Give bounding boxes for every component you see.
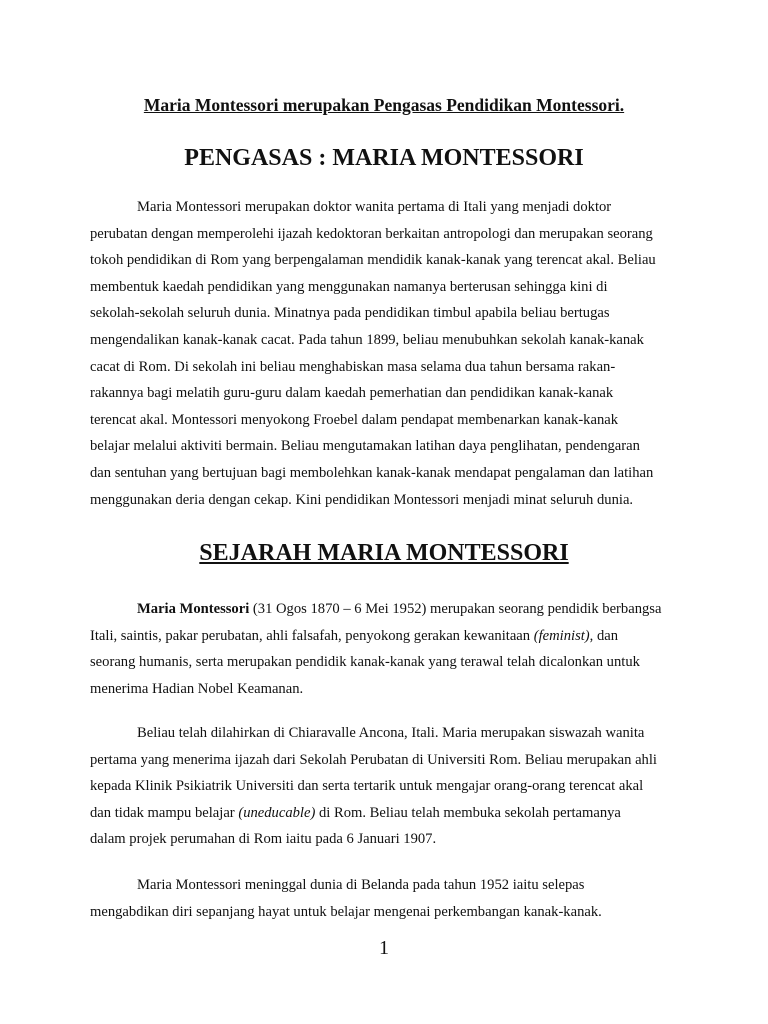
paragraph-line: menerima Hadian Nobel Keamanan. <box>90 680 304 697</box>
paragraph-line <box>90 623 690 650</box>
heading-sejarah: SEJARAH MARIA MONTESSORI <box>199 540 569 566</box>
paragraph-line <box>90 800 690 827</box>
paragraph-line: Maria Montessori merupakan doktor wanita pertama di Itali yang menjadi doktor <box>137 199 612 215</box>
paragraph-line: Maria Montessori meninggal dunia di Belanda pada tahun 1952 iaitu selepas <box>137 877 585 893</box>
paragraph-sejarah-2 <box>90 720 690 853</box>
document-title-line: Maria Montessori merupakan Pengasas Pendidikan Montessori. <box>143 95 625 115</box>
paragraph-line: menggunakan deria dengan cekap. Kini pendidikan Montessori menjadi minat seluruh dunia. <box>90 491 634 508</box>
page-number: 1 <box>379 937 389 959</box>
paragraph-line: terencat akal. Montessori menyokong Froebel dalam pendapat membenarkan kanak-kanak <box>90 411 619 428</box>
paragraph-line: mengendalikan kanak-kanak cacat. Pada tahun 1899, beliau menubuhkan sekolah kanak-kanak <box>90 331 644 348</box>
line-text: (31 Ogos 1870 – 6 Mei 1952) merupakan seorang pendidik berbangsa <box>249 601 662 617</box>
paragraph-line: seorang humanis, serta merupakan pendidik kanak-kanak yang terawal telah dicalonkan untuk <box>90 654 640 671</box>
paragraph-line <box>90 596 690 623</box>
name-bold: Maria Montessori <box>137 601 250 617</box>
paragraph-pengasas <box>90 194 690 513</box>
paragraph-line: mengabdikan diri sepanjang hayat untuk belajar mengenai perkembangan kanak-kanak. <box>90 903 602 920</box>
line-text: , dan <box>589 627 619 644</box>
italic-term: (uneducable) <box>238 804 316 821</box>
paragraph-line: sekolah-sekolah seluruh dunia. Minatnya pada pendidikan timbul apabila beliau bertugas <box>90 305 610 322</box>
paragraph-line: kepada Klinik Psikiatrik Universiti dan serta tertarik untuk mengajar orang-orang terencat akal <box>90 778 644 795</box>
line-text: dan tidak mampu belajar <box>90 804 239 821</box>
paragraph-line: dan sentuhan yang bertujuan bagi membolehkan kanak-kanak mendapat pengalaman dan latihan <box>90 464 654 481</box>
paragraph-line: belajar melalui aktiviti bermain. Beliau mengutamakan latihan daya penglihatan, pendengaran <box>90 438 640 455</box>
paragraph-line: membentuk kaedah pendidikan yang menggunakan namanya berterusan sehingga kini di <box>90 278 608 295</box>
paragraph-line: pertama yang menerima ijazah dari Sekolah Perubatan di Universiti Rom. Beliau merupakan ahli <box>90 751 657 768</box>
line-text: di Rom. Beliau telah membuka sekolah pertamanya <box>315 804 621 821</box>
paragraph-line: cacat di Rom. Di sekolah ini beliau menghabiskan masa selama dua tahun bersama rakan- <box>90 358 616 375</box>
heading-pengasas: PENGASAS : MARIA MONTESSORI <box>184 145 584 171</box>
paragraph-sejarah-1 <box>90 596 690 702</box>
line-text: Itali, saintis, pakar perubatan, ahli falsafah, penyokong gerakan kewanitaan <box>90 627 534 644</box>
paragraph-line: Beliau telah dilahirkan di Chiaravalle Ancona, Itali. Maria merupakan siswazah wanita <box>137 725 645 741</box>
italic-term: (feminist) <box>533 627 590 644</box>
paragraph-line: perubatan dengan memperolehi ijazah kedoktoran berkaitan antropologi dan merupakan seorang <box>90 225 653 242</box>
paragraph-sejarah-3 <box>90 872 690 925</box>
paragraph-line: tokoh pendidikan di Rom yang berpengalaman mendidik kanak-kanak yang terencat akal. Beliau <box>90 252 656 269</box>
paragraph-line: rakannya bagi melatih guru-guru dalam kaedah pemerhatian dan pendidikan kanak-kanak <box>90 385 614 402</box>
paragraph-line: dalam projek perumahan di Rom iaitu pada 6 Januari 1907. <box>90 831 437 848</box>
